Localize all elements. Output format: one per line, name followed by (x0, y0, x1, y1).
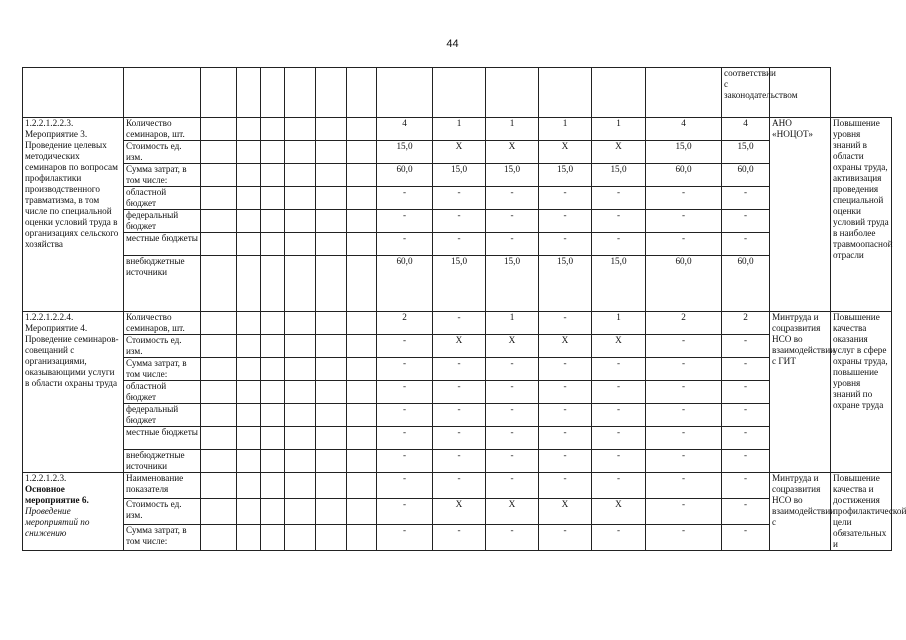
empty-cell (316, 381, 347, 404)
indicator-label: Количество семинаров, шт. (124, 118, 201, 141)
empty-cell (347, 525, 377, 551)
empty-cell (261, 427, 285, 450)
value-cell: 1 (486, 312, 539, 335)
empty-cell (237, 256, 261, 312)
empty-cell (347, 187, 377, 210)
empty-cell (285, 381, 316, 404)
indicator-label: федеральный бюджет (124, 404, 201, 427)
empty-cell (201, 141, 237, 164)
empty-cell (316, 525, 347, 551)
empty-cell (237, 499, 261, 525)
empty-cell (201, 210, 237, 233)
table-row (23, 312, 892, 335)
table-row (23, 381, 892, 404)
indicator-label: федеральный бюджет (124, 210, 201, 233)
empty-cell (347, 141, 377, 164)
value-cell: - (377, 358, 433, 381)
indicator-label: Стоимость ед. изм. (124, 499, 201, 525)
value-cell: 1 (433, 118, 486, 141)
value-cell: - (433, 525, 486, 551)
value-cell: 4 (646, 118, 722, 141)
indicator-label: областной бюджет (124, 187, 201, 210)
empty-cell (316, 164, 347, 187)
empty-cell (237, 335, 261, 358)
value-cell: - (433, 427, 486, 450)
empty-cell (261, 210, 285, 233)
empty-cell (316, 141, 347, 164)
empty-cell (285, 233, 316, 256)
value-cell: - (592, 427, 646, 450)
activity-cell: 1.2.2.1.2.2.3. Мероприятие 3. Проведение целевых методических семинаров по вопросам профилактики производственного травматизма, в том числе по специальной оценки условий труда в организациях сельского хозяйства (23, 118, 124, 312)
value-cell: - (646, 335, 722, 358)
cell (261, 68, 285, 118)
value-cell: X (592, 335, 646, 358)
value-cell: - (646, 210, 722, 233)
value-cell: - (722, 210, 770, 233)
value-cell: - (646, 525, 722, 551)
empty-cell (347, 473, 377, 499)
value-cell: - (433, 404, 486, 427)
indicator-label: местные бюджеты (124, 427, 201, 450)
value-cell: X (433, 141, 486, 164)
value-cell: - (722, 404, 770, 427)
empty-cell (261, 473, 285, 499)
empty-cell (201, 358, 237, 381)
empty-cell (261, 404, 285, 427)
empty-cell (261, 335, 285, 358)
empty-cell (201, 164, 237, 187)
value-cell: 60,0 (377, 256, 433, 312)
empty-cell (285, 141, 316, 164)
empty-cell (347, 404, 377, 427)
empty-cell (316, 312, 347, 335)
empty-cell (347, 427, 377, 450)
empty-cell (237, 210, 261, 233)
value-cell: X (539, 335, 592, 358)
value-cell: - (722, 187, 770, 210)
cell (646, 68, 722, 118)
table-row (23, 141, 892, 164)
empty-cell (316, 499, 347, 525)
value-cell: - (433, 450, 486, 473)
value-cell: - (377, 187, 433, 210)
empty-cell (316, 118, 347, 141)
value-cell: - (646, 358, 722, 381)
value-cell: X (486, 499, 539, 525)
value-cell: X (539, 499, 592, 525)
value-cell: - (433, 312, 486, 335)
cell (486, 68, 539, 118)
cell (316, 68, 347, 118)
indicator-label: внебюджетные источники (124, 450, 201, 473)
value-cell: - (722, 525, 770, 551)
empty-cell (316, 210, 347, 233)
table-row (23, 525, 892, 551)
value-cell: - (722, 473, 770, 499)
empty-cell (201, 233, 237, 256)
value-cell: - (433, 233, 486, 256)
value-cell: 60,0 (646, 164, 722, 187)
empty-cell (201, 473, 237, 499)
executor-cell: соответствии с законодательством (722, 68, 770, 118)
value-cell: - (592, 210, 646, 233)
empty-cell (261, 256, 285, 312)
activity-code: 1.2.2.1.2.3. (25, 473, 67, 483)
cell (124, 68, 201, 118)
value-cell: - (539, 210, 592, 233)
table-row (23, 335, 892, 358)
empty-cell (316, 450, 347, 473)
empty-cell (201, 312, 237, 335)
empty-cell (237, 187, 261, 210)
empty-cell (347, 450, 377, 473)
cell (539, 68, 592, 118)
value-cell: X (433, 335, 486, 358)
value-cell: 60,0 (377, 164, 433, 187)
empty-cell (285, 210, 316, 233)
value-cell: X (486, 335, 539, 358)
empty-cell (261, 164, 285, 187)
value-cell: - (646, 450, 722, 473)
value-cell: - (539, 187, 592, 210)
value-cell: X (592, 499, 646, 525)
cell (201, 68, 237, 118)
empty-cell (261, 499, 285, 525)
value-cell: 15,0 (433, 256, 486, 312)
value-cell: - (646, 187, 722, 210)
table-row (23, 233, 892, 256)
empty-cell (316, 427, 347, 450)
value-cell: 15,0 (646, 141, 722, 164)
result-cell: Повышение качества оказания услуг в сфере охраны труда, повышение уровня знаний по охране труда (831, 312, 892, 473)
empty-cell (347, 256, 377, 312)
value-cell: 15,0 (722, 141, 770, 164)
value-cell: - (377, 473, 433, 499)
table-row (23, 358, 892, 381)
value-cell: - (539, 312, 592, 335)
indicator-label: Сумма затрат, в том числе: (124, 164, 201, 187)
value-cell: - (377, 499, 433, 525)
value-cell: - (486, 381, 539, 404)
empty-cell (237, 525, 261, 551)
value-cell: - (722, 358, 770, 381)
empty-cell (201, 187, 237, 210)
empty-cell (347, 358, 377, 381)
empty-cell (261, 312, 285, 335)
value-cell: - (539, 358, 592, 381)
empty-cell (261, 358, 285, 381)
empty-cell (285, 499, 316, 525)
empty-cell (261, 233, 285, 256)
value-cell: - (592, 525, 646, 551)
value-cell: - (433, 210, 486, 233)
empty-cell (285, 427, 316, 450)
empty-cell (285, 525, 316, 551)
empty-cell (237, 164, 261, 187)
value-cell: 60,0 (722, 256, 770, 312)
cell (285, 68, 316, 118)
value-cell: - (539, 473, 592, 499)
empty-cell (316, 335, 347, 358)
empty-cell (201, 381, 237, 404)
empty-cell (285, 335, 316, 358)
empty-cell (316, 256, 347, 312)
value-cell: - (377, 525, 433, 551)
value-cell: 4 (722, 118, 770, 141)
empty-cell (261, 187, 285, 210)
value-cell: - (722, 499, 770, 525)
value-cell: - (592, 404, 646, 427)
indicator-label: Количество семинаров, шт. (124, 312, 201, 335)
value-cell: 15,0 (592, 164, 646, 187)
empty-cell (201, 427, 237, 450)
empty-cell (285, 404, 316, 427)
value-cell: 15,0 (486, 256, 539, 312)
value-cell: - (592, 381, 646, 404)
value-cell: - (539, 404, 592, 427)
table-row (23, 427, 892, 450)
value-cell: 2 (722, 312, 770, 335)
value-cell: 1 (486, 118, 539, 141)
value-cell: 15,0 (592, 256, 646, 312)
cell (433, 68, 486, 118)
table-row (23, 210, 892, 233)
value-cell: - (486, 427, 539, 450)
empty-cell (347, 381, 377, 404)
empty-cell (285, 358, 316, 381)
value-cell: 4 (377, 118, 433, 141)
empty-cell (316, 358, 347, 381)
empty-cell (347, 312, 377, 335)
value-cell: 1 (592, 118, 646, 141)
value-cell: - (486, 450, 539, 473)
page-number: 44 (446, 38, 459, 50)
value-cell: - (722, 233, 770, 256)
activity-title: Основное мероприятие 6. (25, 484, 89, 505)
table-row (23, 404, 892, 427)
value-cell: - (646, 233, 722, 256)
empty-cell (316, 233, 347, 256)
empty-cell (261, 381, 285, 404)
indicator-label: местные бюджеты (124, 233, 201, 256)
empty-cell (285, 118, 316, 141)
value-cell: - (539, 525, 592, 551)
result-cell: Повышение уровня знаний в области охраны труда, активизация проведения специальной оценки условий труда в наиболее травмоопасной отрасли (831, 118, 892, 312)
empty-cell (237, 427, 261, 450)
value-cell: X (433, 499, 486, 525)
value-cell: 15,0 (377, 141, 433, 164)
table-row (23, 499, 892, 525)
value-cell: - (486, 233, 539, 256)
value-cell: 15,0 (486, 164, 539, 187)
cell (347, 68, 377, 118)
indicator-label: Стоимость ед. изм. (124, 335, 201, 358)
table-row (23, 450, 892, 473)
value-cell: - (722, 450, 770, 473)
empty-cell (201, 450, 237, 473)
value-cell: - (486, 210, 539, 233)
value-cell: 60,0 (646, 256, 722, 312)
value-cell: X (592, 141, 646, 164)
empty-cell (201, 118, 237, 141)
empty-cell (316, 473, 347, 499)
empty-cell (201, 499, 237, 525)
cell (592, 68, 646, 118)
value-cell: 15,0 (539, 256, 592, 312)
empty-cell (261, 450, 285, 473)
value-cell: - (377, 335, 433, 358)
table-row (23, 164, 892, 187)
value-cell: - (433, 381, 486, 404)
empty-cell (316, 187, 347, 210)
empty-cell (347, 164, 377, 187)
empty-cell (237, 381, 261, 404)
value-cell: - (592, 187, 646, 210)
value-cell: - (539, 450, 592, 473)
indicator-label: Сумма затрат, в том числе: (124, 358, 201, 381)
value-cell: 1 (592, 312, 646, 335)
value-cell: X (486, 141, 539, 164)
value-cell: 15,0 (539, 164, 592, 187)
table-row (23, 256, 892, 312)
value-cell: - (486, 358, 539, 381)
empty-cell (285, 256, 316, 312)
value-cell: - (592, 358, 646, 381)
value-cell: - (646, 381, 722, 404)
activity-description: Проведение мероприятий по снижению (25, 506, 90, 538)
empty-cell (237, 118, 261, 141)
empty-cell (285, 164, 316, 187)
value-cell: 15,0 (433, 164, 486, 187)
empty-cell (237, 450, 261, 473)
value-cell: - (433, 473, 486, 499)
table-row (23, 118, 892, 141)
value-cell: - (539, 381, 592, 404)
continuation-row (23, 68, 892, 118)
empty-cell (237, 358, 261, 381)
indicator-label: Наименование показателя (124, 473, 201, 499)
executor-cell: АНО «НОЦОТ» (770, 118, 831, 312)
cell (377, 68, 433, 118)
value-cell: - (377, 210, 433, 233)
empty-cell (347, 118, 377, 141)
value-cell: - (377, 233, 433, 256)
value-cell: - (592, 473, 646, 499)
activity-cell (23, 473, 124, 551)
cell (23, 68, 124, 118)
table-row (23, 473, 892, 499)
empty-cell (201, 525, 237, 551)
empty-cell (285, 312, 316, 335)
empty-cell (285, 187, 316, 210)
value-cell: - (646, 499, 722, 525)
value-cell: - (646, 427, 722, 450)
empty-cell (316, 404, 347, 427)
empty-cell (285, 450, 316, 473)
value-cell: - (539, 233, 592, 256)
empty-cell (347, 499, 377, 525)
empty-cell (201, 335, 237, 358)
value-cell: - (377, 427, 433, 450)
value-cell: - (377, 450, 433, 473)
value-cell: - (646, 473, 722, 499)
program-table (22, 67, 906, 551)
executor-cell: Минтруда и соцразвития НСО во взаимодействии с (770, 473, 831, 551)
value-cell: - (539, 427, 592, 450)
empty-cell (347, 210, 377, 233)
value-cell: 2 (646, 312, 722, 335)
empty-cell (285, 473, 316, 499)
cell (237, 68, 261, 118)
value-cell: - (592, 233, 646, 256)
indicator-label: Сумма затрат, в том числе: (124, 525, 201, 551)
empty-cell (347, 233, 377, 256)
value-cell: - (646, 404, 722, 427)
value-cell: - (486, 525, 539, 551)
value-cell: X (539, 141, 592, 164)
value-cell: - (722, 381, 770, 404)
value-cell: - (486, 404, 539, 427)
empty-cell (261, 118, 285, 141)
table-row (23, 187, 892, 210)
value-cell: - (722, 427, 770, 450)
value-cell: - (486, 473, 539, 499)
value-cell: 1 (539, 118, 592, 141)
empty-cell (201, 256, 237, 312)
empty-cell (237, 233, 261, 256)
value-cell: - (433, 358, 486, 381)
empty-cell (237, 404, 261, 427)
value-cell: - (377, 381, 433, 404)
value-cell: - (486, 187, 539, 210)
indicator-label: областной бюджет (124, 381, 201, 404)
empty-cell (237, 473, 261, 499)
empty-cell (261, 525, 285, 551)
executor-cell: Минтруда и соцразвития НСО во взаимодействии с ГИТ (770, 312, 831, 473)
empty-cell (201, 404, 237, 427)
empty-cell (237, 312, 261, 335)
value-cell: 60,0 (722, 164, 770, 187)
value-cell: 2 (377, 312, 433, 335)
indicator-label: Стоимость ед. изм. (124, 141, 201, 164)
empty-cell (347, 335, 377, 358)
value-cell: - (433, 187, 486, 210)
value-cell: - (377, 404, 433, 427)
indicator-label: внебюджетные источники (124, 256, 201, 312)
activity-cell: 1.2.2.1.2.2.4. Мероприятие 4. Проведение семинаров-совещаний с организациями, оказывающими услуги в области охраны труда (23, 312, 124, 473)
empty-cell (261, 141, 285, 164)
result-cell: Повышение качества и достижения профилактической цели обязательных и (831, 473, 892, 551)
empty-cell (237, 141, 261, 164)
value-cell: - (722, 335, 770, 358)
value-cell: - (592, 450, 646, 473)
